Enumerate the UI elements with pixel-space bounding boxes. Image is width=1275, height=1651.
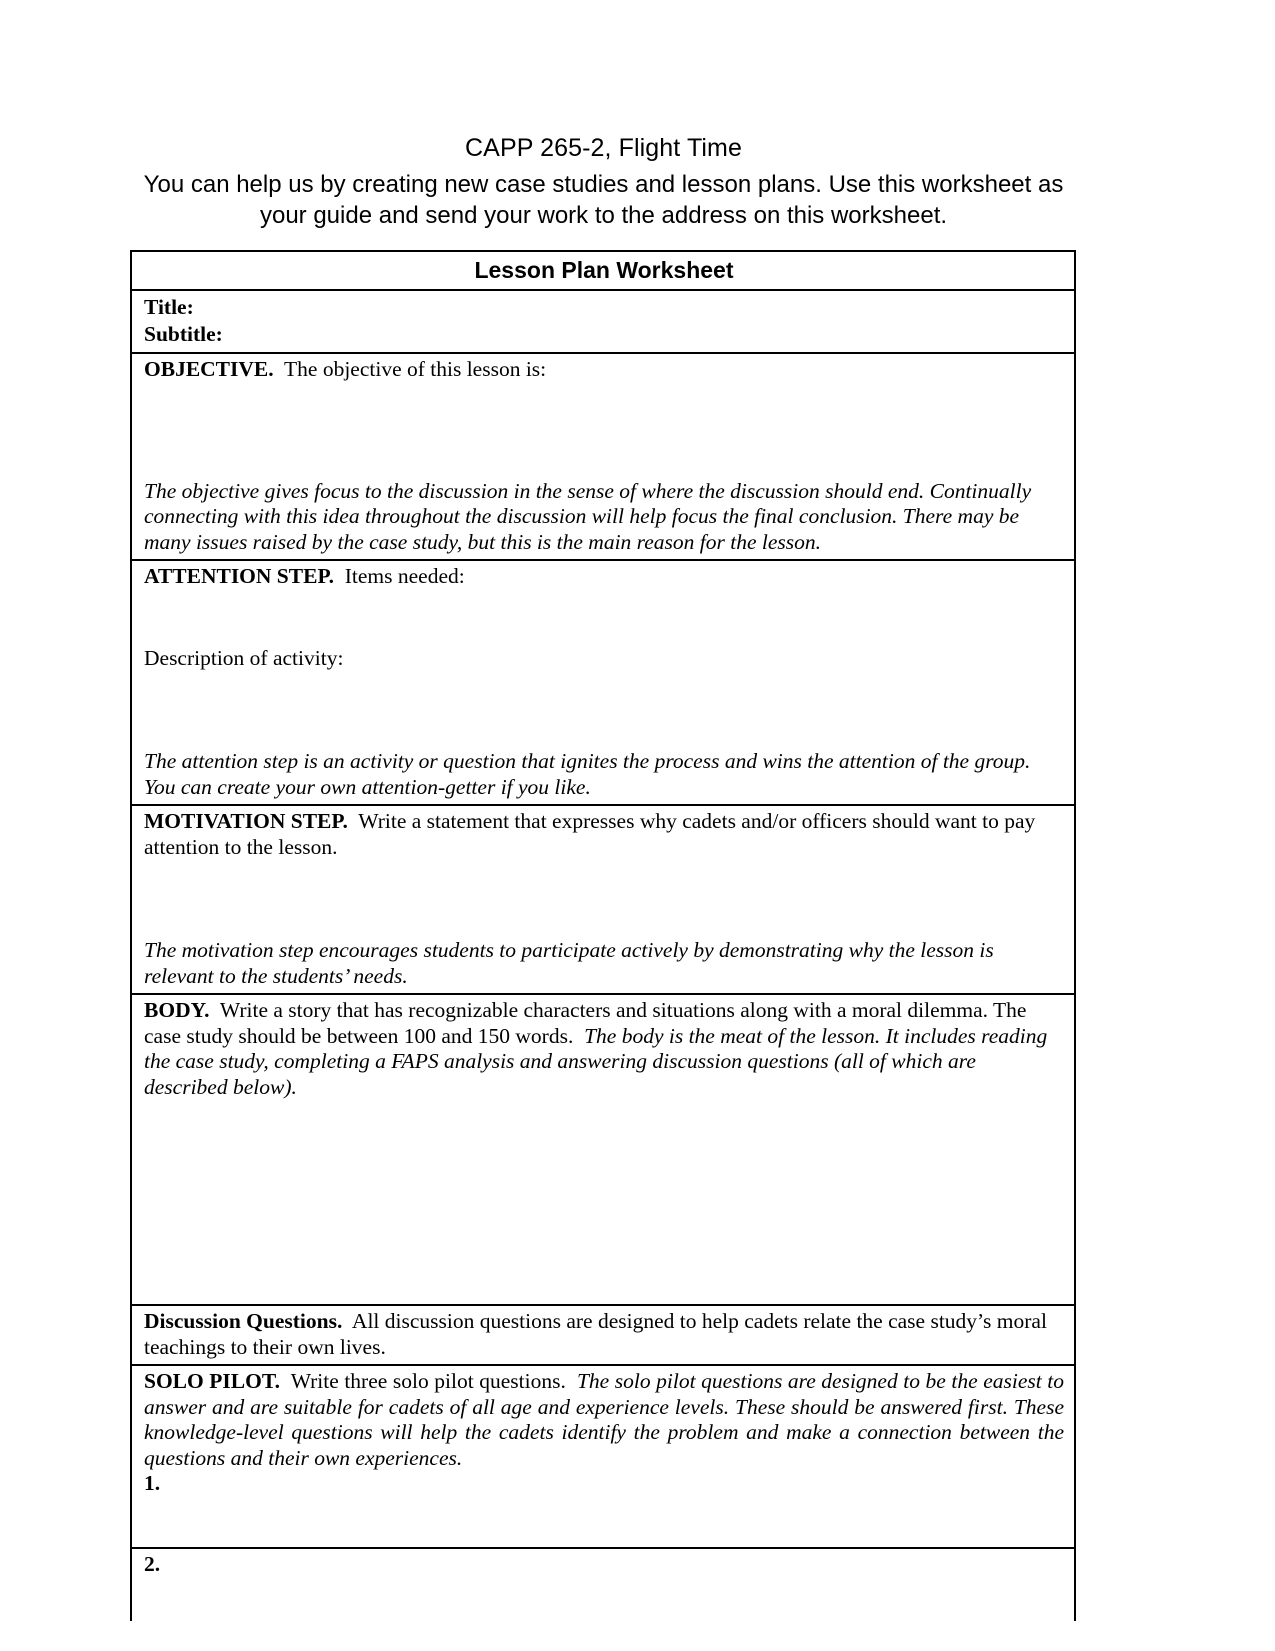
motivation-step-heading	[144, 809, 1064, 860]
attention-step-heading	[144, 564, 1064, 590]
discussion-questions-prompt: All discussion questions are designed to help cadets relate the case study’s moral teachings to their own lives.	[144, 1309, 1047, 1359]
subtitle-field-label: Subtitle:	[144, 322, 223, 346]
motivation-step-row[interactable]	[132, 806, 1074, 995]
objective-note: The objective gives focus to the discussion in the sense of where the discussion should end. Continually connecting with this idea throughout the discussion will help focus the final conclusion. There may be many issues raised by the case study, but this is the main reason for the lesson.	[144, 478, 1032, 554]
discussion-questions-heading	[144, 1309, 1064, 1360]
body-heading	[144, 998, 1064, 1100]
body-prompt: Write a story that has recognizable characters and situations along with a moral dilemma. The case study should be between 100 and 150 words.	[144, 998, 1027, 1048]
motivation-step-prompt: Write a statement that expresses why cadets and/or officers should want to pay attention to the lesson.	[144, 809, 1036, 859]
page-title: CAPP 265-2, Flight Time	[465, 134, 742, 162]
document-intro-text: You can help us by creating new case studies and lesson plans. Use this worksheet as your guide and send your work to the address on this worksheet.	[143, 171, 1064, 229]
motivation-step-label: MOTIVATION STEP.	[144, 809, 348, 833]
objective-row[interactable]	[132, 354, 1074, 561]
attention-description-answer-space[interactable]	[144, 671, 1064, 749]
attention-step-prompt-2: Description of activity:	[144, 645, 344, 670]
objective-label: OBJECTIVE.	[144, 357, 274, 381]
solo-pilot-item-1-number: 1.	[144, 1471, 161, 1495]
discussion-questions-row[interactable]	[132, 1306, 1074, 1366]
solo-pilot-heading	[144, 1369, 1064, 1471]
solo-pilot-prompt: Write three solo pilot questions.	[290, 1369, 566, 1393]
body-label: BODY.	[144, 998, 210, 1022]
attention-step-label: ATTENTION STEP.	[144, 564, 334, 588]
title-field-label: Title:	[144, 295, 194, 319]
solo-pilot-note: The solo pilot questions are designed to be the easiest to answer and are suitable for cadets of all age and experience levels. These should be answered first. These knowledge-level questions will help the cadets identify the problem and make a connection between the questions and their own experiences.	[144, 1369, 1064, 1470]
attention-step-row[interactable]	[132, 561, 1074, 806]
objective-heading	[144, 357, 1064, 383]
worksheet-banner: Lesson Plan Worksheet	[132, 252, 1074, 291]
solo-pilot-item-2-number: 2.	[144, 1551, 161, 1576]
solo-pilot-row[interactable]	[132, 1366, 1074, 1549]
attention-items-answer-space[interactable]	[144, 590, 1064, 646]
body-note: The body is the meat of the lesson. It includes reading the case study, completing a FAPS analysis and answering discussion questions (all of which are described below).	[144, 1023, 1048, 1099]
solo-pilot-label: SOLO PILOT.	[144, 1369, 280, 1393]
document-header	[130, 132, 1077, 231]
objective-answer-space[interactable]	[144, 383, 1064, 479]
motivation-step-note: The motivation step encourages students to participate actively by demonstrating why the lesson is relevant to the students’ needs.	[144, 938, 994, 988]
solo-pilot-item-2-row[interactable]	[132, 1549, 1074, 1622]
attention-step-prompt: Items needed:	[344, 564, 465, 588]
solo-pilot-item-1-answer-space[interactable]	[144, 1497, 1064, 1543]
motivation-answer-space[interactable]	[144, 860, 1064, 938]
solo-pilot-item-2-answer-space[interactable]	[144, 1577, 1064, 1617]
body-row[interactable]	[132, 995, 1074, 1306]
title-subtitle-row[interactable]	[132, 291, 1074, 354]
body-answer-space[interactable]	[144, 1100, 1064, 1300]
objective-prompt: The objective of this lesson is:	[284, 357, 547, 381]
attention-step-note: The attention step is an activity or question that ignites the process and wins the attention of the group. You can create your own attention-getter if you like.	[144, 749, 1031, 799]
lesson-plan-worksheet-table	[130, 250, 1076, 1621]
discussion-questions-label: Discussion Questions.	[144, 1309, 343, 1333]
